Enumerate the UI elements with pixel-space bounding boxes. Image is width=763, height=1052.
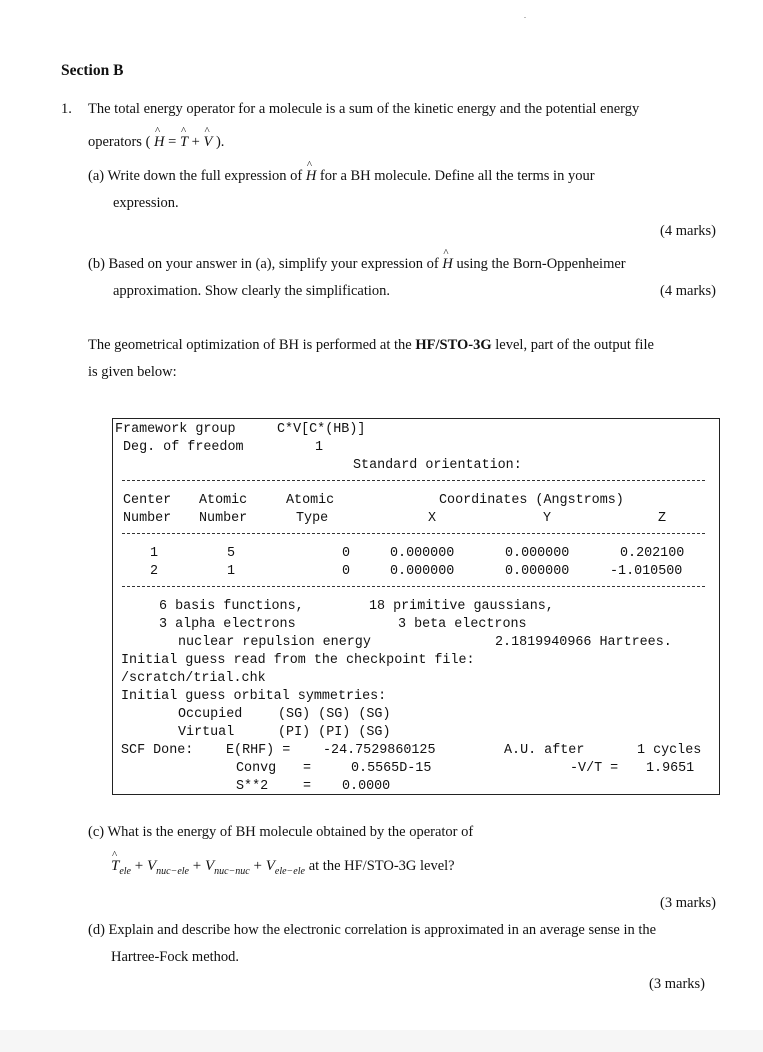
t-ele-operator: ^ T <box>111 858 119 875</box>
context-line1: The geometrical optimization of BH is performed at the HF/STO-3G level, part of the output file <box>88 337 654 353</box>
erhf-label: E(RHF) = <box>226 743 291 758</box>
vt-label: -V/T = <box>570 761 619 776</box>
freedom-value: 1 <box>315 440 324 455</box>
part-c-line1: (c) What is the energy of BH molecule obtained by the operator of <box>88 824 474 840</box>
s2-value: 0.0000 <box>342 779 391 794</box>
convg-value: 0.5565D-15 <box>351 761 432 776</box>
row-2-y: 0.000000 <box>505 564 570 579</box>
row-2-x: 0.000000 <box>390 564 455 579</box>
row-2-atomic-type: 0 <box>342 564 351 579</box>
initial-guess-line1: Initial guess read from the checkpoint file: <box>121 653 475 668</box>
divider <box>122 480 705 481</box>
s2-label: S**2 <box>236 779 269 794</box>
part-b-line2: approximation. Show clearly the simplification. <box>113 283 391 299</box>
orientation-title: Standard orientation: <box>353 458 522 473</box>
output-file-box <box>112 418 720 795</box>
row-2-center: 2 <box>150 564 159 579</box>
row-1-center: 1 <box>150 546 159 561</box>
header-atomic-type: Atomic <box>286 493 335 508</box>
row-1-x: 0.000000 <box>390 546 455 561</box>
checkpoint-path: /scratch/trial.chk <box>121 671 266 686</box>
context-line2: is given below: <box>88 364 177 380</box>
header-atomic-type-2: Type <box>296 511 329 526</box>
h-hat-operator: ^ H <box>154 134 164 151</box>
occupied-label: Occupied <box>178 707 243 722</box>
header-center-number: Number <box>123 511 172 526</box>
question-number: 1. <box>61 101 72 117</box>
h-hat-operator: ^ H <box>306 168 316 185</box>
question-intro-line1: The total energy operator for a molecule is a sum of the kinetic energy and the potential energy <box>88 101 640 117</box>
alpha-electrons: 3 alpha electrons <box>159 617 296 632</box>
beta-electrons: 3 beta electrons <box>398 617 527 632</box>
header-x: X <box>428 511 437 526</box>
row-2-atomic-number: 1 <box>227 564 236 579</box>
orbital-symmetries-label: Initial guess orbital symmetries: <box>121 689 387 704</box>
header-coordinates: Coordinates (Angstroms) <box>439 493 624 508</box>
part-d-line2: Hartree-Fock method. <box>111 949 240 965</box>
header-atomic-number-2: Number <box>199 511 248 526</box>
header-atomic-number: Atomic <box>199 493 248 508</box>
question-intro-line2: operators ( ^ H = ^ T + ^ V ). <box>88 134 224 151</box>
primitive-gaussians: 18 primitive gaussians, <box>369 599 554 614</box>
part-b-marks: (4 marks) <box>660 283 716 299</box>
au-after: A.U. after <box>504 743 585 758</box>
row-1-y: 0.000000 <box>505 546 570 561</box>
nuclear-repulsion-label: nuclear repulsion energy <box>178 635 371 650</box>
section-title: Section B <box>61 62 124 79</box>
erhf-value: -24.7529860125 <box>323 743 436 758</box>
part-c-formula: ^ $T_{ele} + V_{nuc-ele} + V_{nuc-nuc} + V_{ele-ele}$ at the HF/STO-3G level? <box>111 858 455 877</box>
row-1-z: 0.202100 <box>620 546 685 561</box>
page-bottom-band <box>0 1030 763 1052</box>
framework-label: Framework group <box>115 422 236 437</box>
scf-done-label: SCF Done: <box>121 743 194 758</box>
header-z: Z <box>658 511 667 526</box>
divider <box>122 533 705 534</box>
virtual-values: (PI) (PI) (SG) <box>278 725 391 740</box>
virtual-label: Virtual <box>178 725 235 740</box>
part-b-line1: (b) Based on your answer in (a), simplify your expression of ^ H using the Born-Oppenheimer <box>88 256 626 273</box>
part-a-line1: (a) Write down the full expression of ^ H for a BH molecule. Define all the terms in your <box>88 168 595 185</box>
part-a-marks: (4 marks) <box>660 223 716 239</box>
t-hat-operator: ^ T <box>180 134 188 151</box>
header-y: Y <box>543 511 552 526</box>
vt-value: 1.9651 <box>646 761 695 776</box>
h-hat-operator: ^ H <box>442 256 452 273</box>
header-center: Center <box>123 493 172 508</box>
cycles: 1 cycles <box>637 743 702 758</box>
convg-equals: = <box>303 761 312 776</box>
part-d-marks: (3 marks) <box>649 976 705 992</box>
row-1-atomic-type: 0 <box>342 546 351 561</box>
nuclear-repulsion-value: 2.1819940966 Hartrees. <box>495 635 672 650</box>
s2-equals: = <box>303 779 312 794</box>
convg-label: Convg <box>236 761 277 776</box>
divider <box>122 586 705 587</box>
framework-value: C*V[C*(HB)] <box>277 422 366 437</box>
row-2-z: -1.010500 <box>610 564 683 579</box>
scan-speck <box>524 17 526 18</box>
part-c-marks: (3 marks) <box>660 895 716 911</box>
v-hat-operator: ^ V <box>203 134 212 151</box>
freedom-label: Deg. of freedom <box>123 440 244 455</box>
row-1-atomic-number: 5 <box>227 546 236 561</box>
occupied-values: (SG) (SG) (SG) <box>278 707 391 722</box>
basis-functions: 6 basis functions, <box>159 599 304 614</box>
part-d-line1: (d) Explain and describe how the electronic correlation is approximated in an average sense in the <box>88 922 657 938</box>
part-a-line2: expression. <box>113 195 179 211</box>
